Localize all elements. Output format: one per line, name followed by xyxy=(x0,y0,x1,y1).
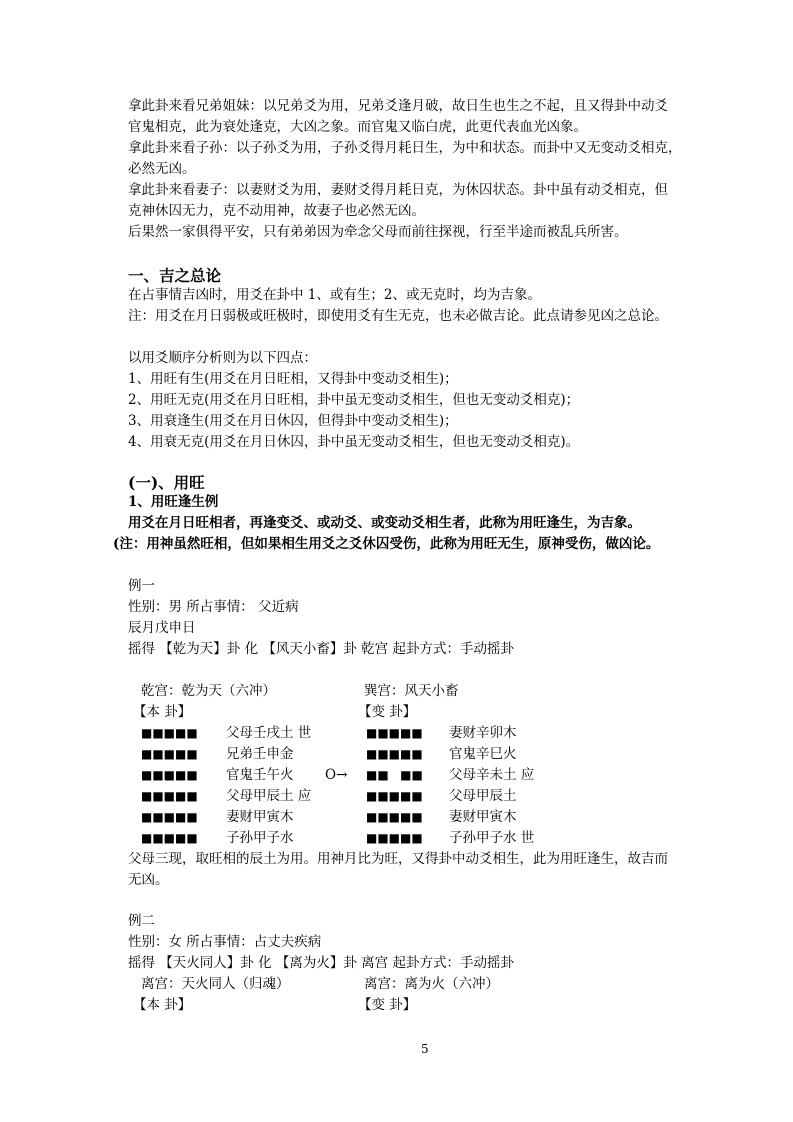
section-1-item-1: 1、用旺有生(用爻在月日旺相，又得卦中变动爻相生)； xyxy=(128,371,458,387)
hexagram-left-name-6: 子孙甲子水 xyxy=(226,830,294,846)
hexagram-right-line-2: ■■■■■ xyxy=(366,747,423,761)
example-1-conclusion-1: 父母三现，取旺相的辰土为用。用神月比为旺，又得卦中动爻相生，此为用旺逢生，故吉而 xyxy=(128,851,668,867)
intro-line-4: 必然无凶。 xyxy=(128,161,196,177)
section-1-paragraph-1: 在占事情吉凶时，用爻在卦中 1、或有生；2、或无克时，均为吉象。 xyxy=(128,287,541,303)
moving-line-marker: O→ xyxy=(325,767,348,783)
example-2-left-heading: 离宫：天火同人（归魂） xyxy=(141,976,290,992)
intro-line-1: 拿此卦来看兄弟姐妹：以兄弟爻为用，兄弟爻逢月破，故日生也生之不起，且又得卦中动爻 xyxy=(128,98,668,114)
hexagram-right-name-1: 妻财辛卯木 xyxy=(449,725,517,741)
hexagram-left-name-3: 官鬼壬午火 xyxy=(226,767,294,783)
section-1-item-2: 2、用旺无克(用爻在月日旺相，卦中虽无变动爻相生，但也无变动爻相克)； xyxy=(128,392,580,408)
example-2-left-tag: 【本 卦】 xyxy=(133,997,192,1013)
hexagram-left-line-1: ■■■■■ xyxy=(141,726,198,740)
hexagram-left-line-2: ■■■■■ xyxy=(141,747,198,761)
hexagram-left-name-2: 兄弟壬申金 xyxy=(226,746,294,762)
example-2-label: 例二 xyxy=(128,913,155,929)
page-number: 5 xyxy=(421,1042,429,1056)
hexagram-left-name-1: 父母壬戌土 世 xyxy=(226,725,312,741)
section-1-paragraph-3: 以用爻顺序分析则为以下四点： xyxy=(128,350,317,366)
example-2-right-heading: 离宫：离为火（六冲） xyxy=(364,976,499,992)
section-2-rule: 用爻在月日旺相者，再逢变爻、或动爻、或变动爻相生者，此称为用旺逢生，为吉象。 xyxy=(128,515,641,531)
example-1-right-heading: 巽宫：风天小畜 xyxy=(364,683,459,699)
example-1-left-heading: 乾宫：乾为天（六冲） xyxy=(141,683,276,699)
hexagram-right-line-4: ■■■■■ xyxy=(366,789,423,803)
intro-line-7: 后果然一家俱得平安，只有弟弟因为牵念父母而前往探视，行至半途而被乱兵所害。 xyxy=(128,224,628,240)
section-1-item-4: 4、用衰无克(用爻在月日休囚，卦中虽无变动爻相生，但也无变动爻相克)。 xyxy=(128,434,580,450)
hexagram-right-line-1: ■■■■■ xyxy=(366,726,423,740)
example-1-left-tag: 【本 卦】 xyxy=(133,704,192,720)
hexagram-left-line-3: ■■■■■ xyxy=(141,768,198,782)
hexagram-left-name-4: 父母甲辰土 应 xyxy=(226,788,312,804)
intro-line-6: 克神休囚无力，克不动用神，故妻子也必然无凶。 xyxy=(128,203,425,219)
example-2-cast: 摇得 【天火同人】卦 化 【离为火】卦 离宫 起卦方式：手动摇卦 xyxy=(128,955,514,971)
hexagram-right-name-5: 妻财甲寅木 xyxy=(449,809,517,825)
example-1-date: 辰月戊申日 xyxy=(128,620,196,636)
section-2-subheading: 1、用旺逢生例 xyxy=(128,494,219,510)
hexagram-right-line-5: ■■■■■ xyxy=(366,810,423,824)
example-2-gender: 性别：女 所占事情：占丈夫疾病 xyxy=(128,934,322,950)
hexagram-right-name-3: 父母辛未土 应 xyxy=(449,767,535,783)
hexagram-right-line-6: ■■■■■ xyxy=(366,831,423,845)
hexagram-left-line-6: ■■■■■ xyxy=(141,831,198,845)
section-2-heading: (一)、用旺 xyxy=(128,473,205,492)
hexagram-left-line-5: ■■■■■ xyxy=(141,810,198,824)
example-1-label: 例一 xyxy=(128,578,155,594)
hexagram-right-name-2: 官鬼辛巳火 xyxy=(449,746,517,762)
section-1-note: 注：用爻在月日弱极或旺极时，即使用爻有生无克，也未必做吉论。此点请参见凶之总论。 xyxy=(128,308,668,324)
hexagram-right-name-6: 子孙甲子水 世 xyxy=(449,830,535,846)
example-2-right-tag: 【变 卦】 xyxy=(358,997,417,1013)
hexagram-left-line-4: ■■■■■ xyxy=(141,789,198,803)
section-1-heading: 一、吉之总论 xyxy=(128,266,222,285)
section-2-note: (注：用神虽然旺相，但如果相生用爻之爻休囚受伤，此称为用旺无生，原神受伤，做凶论。 xyxy=(113,536,660,552)
example-1-conclusion-2: 无凶。 xyxy=(128,872,169,888)
intro-line-3: 拿此卦来看子孙：以子孙爻为用，子孙爻得月耗日生，为中和状态。而卦中又无变动爻相克， xyxy=(128,140,682,156)
intro-line-5: 拿此卦来看妻子：以妻财爻为用，妻财爻得月耗日克，为休囚状态。卦中虽有动爻相克，但 xyxy=(128,182,668,198)
intro-line-2: 官鬼相克，此为衰处逢克，大凶之象。而官鬼又临白虎，此更代表血光凶象。 xyxy=(128,119,587,135)
hexagram-right-line-3: ■■ ■■ xyxy=(366,768,423,782)
example-1-cast: 摇得 【乾为天】卦 化 【风天小畜】卦 乾宫 起卦方式：手动摇卦 xyxy=(128,641,514,657)
hexagram-left-name-5: 妻财甲寅木 xyxy=(226,809,294,825)
example-1-right-tag: 【变 卦】 xyxy=(358,704,417,720)
hexagram-right-name-4: 父母甲辰土 xyxy=(449,788,517,804)
example-1-gender: 性别：男 所占事情： 父近病 xyxy=(128,599,299,615)
section-1-item-3: 3、用衰逢生(用爻在月日休囚，但得卦中变动爻相生)； xyxy=(128,413,458,429)
